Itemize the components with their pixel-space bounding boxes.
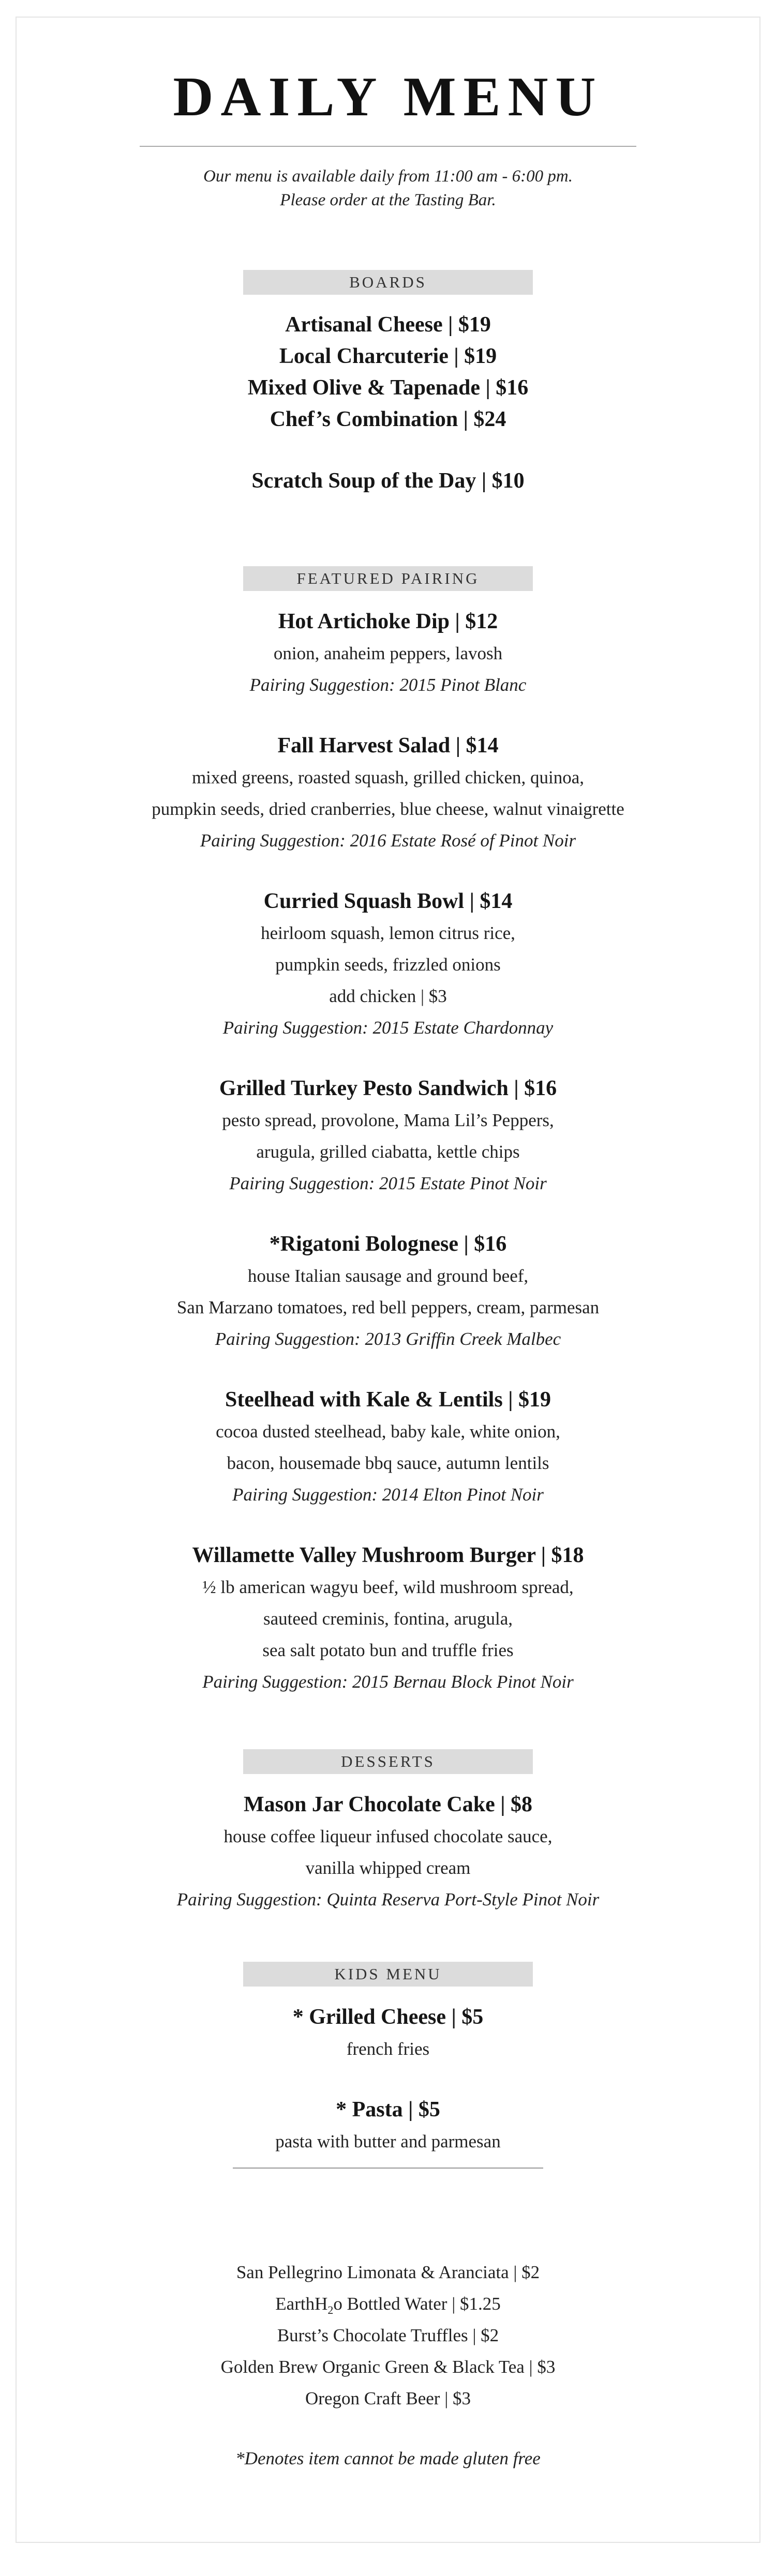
menu-item <box>17 1539 759 1698</box>
boards-section <box>17 270 759 497</box>
item-title: * Grilled Cheese | $5 <box>292 2005 484 2029</box>
pairing-suggestion: Pairing Suggestion: 2013 Griffin Creek Malbec <box>215 1329 561 1349</box>
drink-item: Golden Brew Organic Green & Black Tea | $3 <box>220 2357 556 2377</box>
pairing-suggestion: Pairing Suggestion: 2015 Bernau Block Pinot Noir <box>202 1672 574 1692</box>
drink-item: Oregon Craft Beer | $3 <box>305 2388 471 2408</box>
section-header-featured: FEATURED PAIRING <box>243 566 533 591</box>
item-description: sea salt potato bun and truffle fries <box>262 1640 514 1660</box>
menu-item <box>17 1072 759 1199</box>
item-description: house coffee liqueur infused chocolate sauce, <box>223 1826 553 1846</box>
item-description: onion, anaheim peppers, lavosh <box>273 643 503 663</box>
pairing-suggestion: Pairing Suggestion: 2015 Pinot Blanc <box>249 675 527 695</box>
menu-item <box>17 2094 759 2157</box>
menu-page <box>16 17 760 2543</box>
item-description: arugula, grilled ciabatta, kettle chips <box>256 1142 520 1162</box>
item-description: pasta with butter and parmesan <box>275 2131 501 2151</box>
item-title: Curried Squash Bowl | $14 <box>263 889 513 913</box>
menu-item <box>17 730 759 856</box>
board-item: Chef’s Combination | $24 <box>270 407 506 431</box>
pairing-suggestion: Pairing Suggestion: 2015 Estate Pinot Noir <box>229 1173 547 1193</box>
menu-item <box>17 1789 759 1915</box>
pairing-suggestion: Pairing Suggestion: Quinta Reserva Port-Style Pinot Noir <box>176 1889 600 1910</box>
board-item: Mixed Olive & Tapenade | $16 <box>247 376 529 400</box>
section-header-desserts: DESSERTS <box>243 1749 533 1774</box>
drink-item-water <box>17 2288 759 2320</box>
board-item: Artisanal Cheese | $19 <box>285 313 491 337</box>
item-description: mixed greens, roasted squash, grilled chicken, quinoa, <box>191 767 585 787</box>
item-description: San Marzano tomatoes, red bell peppers, cream, parmesan <box>176 1297 600 1317</box>
intro-line: Our menu is available daily from 11:00 am - 6:00 pm. <box>203 167 573 186</box>
menu-item <box>17 885 759 1043</box>
item-description: heirloom squash, lemon citrus rice, <box>261 923 515 943</box>
pairing-suggestion: Pairing Suggestion: 2016 Estate Rosé of Pinot Noir <box>200 830 576 851</box>
page-title: DAILY MENU <box>173 66 603 128</box>
section-header-kids: KIDS MENU <box>243 1962 533 1987</box>
item-description: ½ lb american wagyu beef, wild mushroom spread, <box>202 1577 574 1597</box>
item-description: pesto spread, provolone, Mama Lil’s Peppers, <box>222 1110 554 1130</box>
menu-item <box>17 605 759 701</box>
drink-subscript: 2 <box>327 2304 334 2316</box>
item-description: house Italian sausage and ground beef, <box>247 1266 529 1286</box>
item-title: Mason Jar Chocolate Cake | $8 <box>244 1793 532 1816</box>
pairing-suggestion: Pairing Suggestion: 2014 Elton Pinot Noir <box>232 1484 544 1505</box>
item-title: * Pasta | $5 <box>336 2098 440 2122</box>
item-title: *Rigatoni Bolognese | $16 <box>269 1232 507 1256</box>
drink-text: o Bottled Water | $1.25 <box>333 2294 501 2314</box>
section-header-boards: BOARDS <box>243 270 533 295</box>
title-divider <box>140 146 636 147</box>
kids-section <box>17 1962 759 2157</box>
drink-item: Burst’s Chocolate Truffles | $2 <box>277 2325 499 2345</box>
item-description: pumpkin seeds, frizzled onions <box>275 954 501 975</box>
menu-item <box>17 1384 759 1510</box>
item-title: Steelhead with Kale & Lentils | $19 <box>225 1388 551 1412</box>
item-description: vanilla whipped cream <box>305 1858 471 1878</box>
item-title: Hot Artichoke Dip | $12 <box>278 610 498 633</box>
bottom-divider <box>233 2168 543 2169</box>
intro-text <box>17 164 759 212</box>
item-description: cocoa dusted steelhead, baby kale, white onion, <box>216 1421 560 1442</box>
menu-item <box>17 2001 759 2065</box>
drink-text: EarthH <box>275 2294 328 2314</box>
item-description: french fries <box>346 2039 430 2059</box>
item-description: add chicken | $3 <box>329 986 447 1006</box>
item-title: Willamette Valley Mushroom Burger | $18 <box>192 1543 584 1567</box>
pairing-suggestion: Pairing Suggestion: 2015 Estate Chardonnay <box>222 1018 554 1038</box>
desserts-section <box>17 1749 759 1915</box>
item-title: Fall Harvest Salad | $14 <box>277 734 499 757</box>
intro-line: Please order at the Tasting Bar. <box>280 191 496 209</box>
board-item: Local Charcuterie | $19 <box>279 344 497 368</box>
featured-section <box>17 566 759 1698</box>
item-description: sauteed creminis, fontina, arugula, <box>263 1609 513 1629</box>
item-description: bacon, housemade bbq sauce, autumn lentils <box>227 1453 549 1473</box>
drink-item: San Pellegrino Limonata & Aranciata | $2 <box>236 2262 540 2282</box>
menu-item <box>17 1228 759 1355</box>
item-title: Grilled Turkey Pesto Sandwich | $16 <box>219 1077 557 1100</box>
drinks-section <box>17 2256 759 2414</box>
soup-item: Scratch Soup of the Day | $10 <box>251 469 525 493</box>
gluten-note: *Denotes item cannot be made gluten free <box>235 2448 541 2468</box>
item-description: pumpkin seeds, dried cranberries, blue cheese, walnut vinaigrette <box>152 799 624 819</box>
